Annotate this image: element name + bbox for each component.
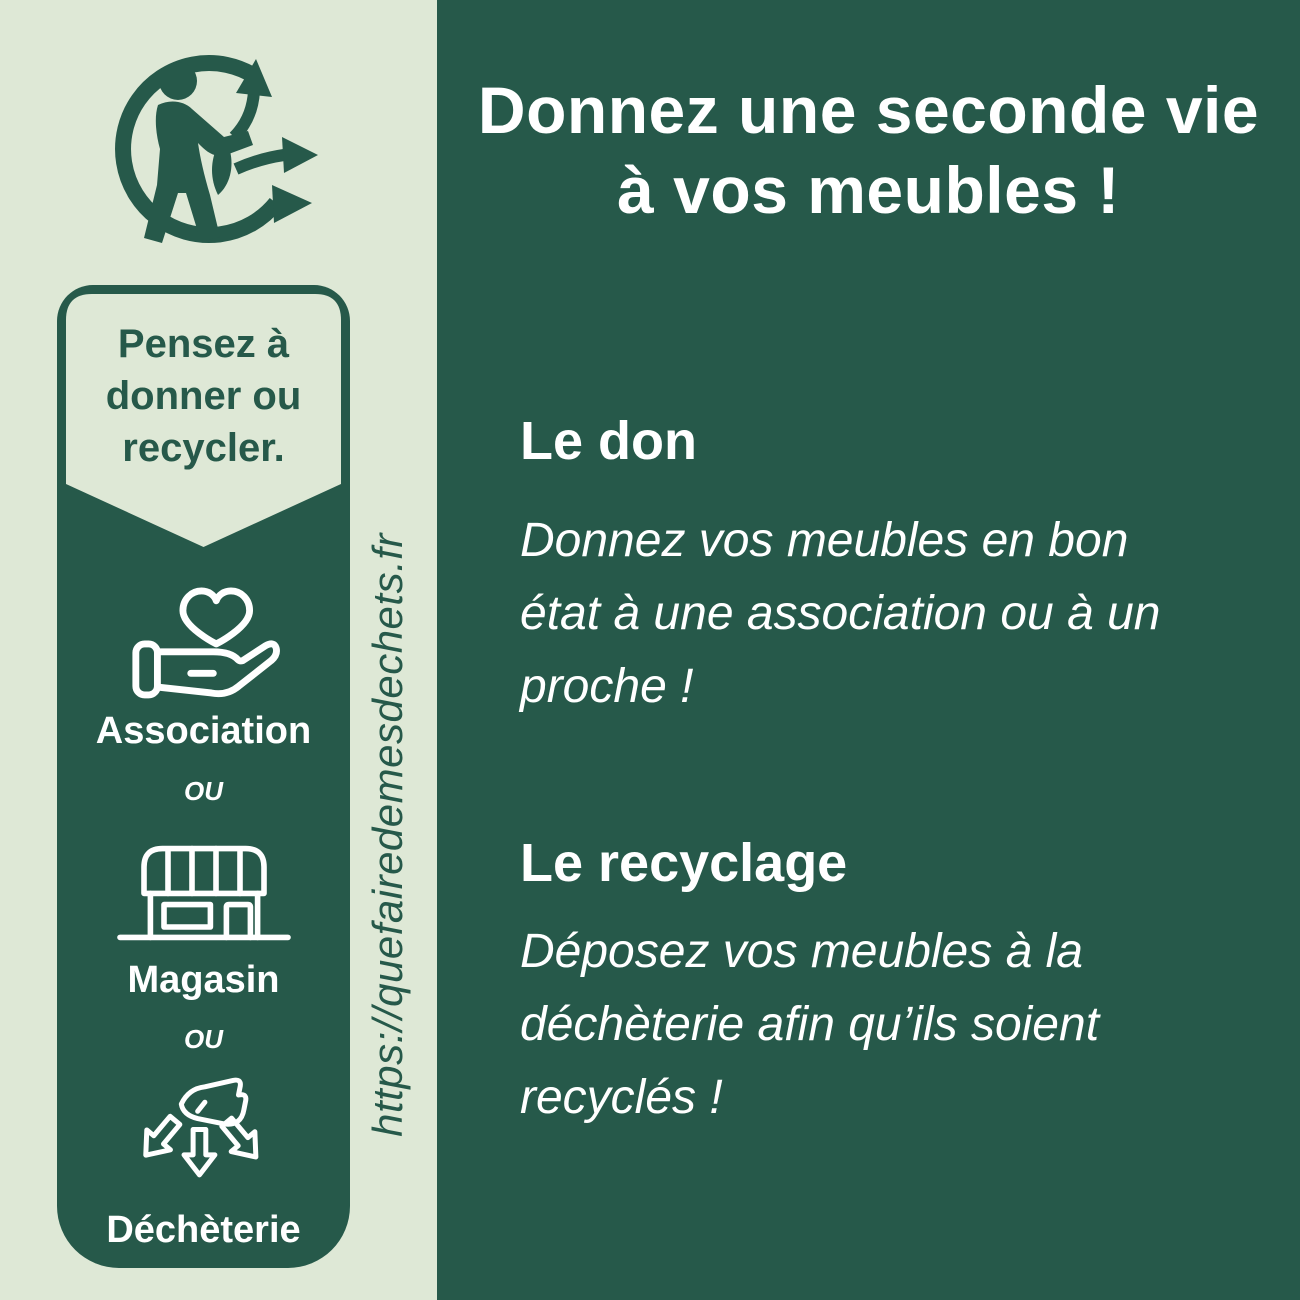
section-heading-recyclage: Le recyclage xyxy=(520,833,848,893)
page-title-line: Donnez une seconde vie xyxy=(477,73,1260,147)
body-line: Donnez vos meubles en bon xyxy=(520,514,1129,567)
banner-title xyxy=(57,318,350,474)
section-heading-don: Le don xyxy=(520,411,697,471)
triman-recycling-icon xyxy=(90,45,320,250)
banner-title-line: Pensez à xyxy=(117,322,290,366)
or-separator: OU xyxy=(184,776,223,806)
body-line: Déposez vos meubles à la xyxy=(520,925,1083,978)
donate-or-recycle-banner xyxy=(57,285,350,1268)
section-body-recyclage xyxy=(520,915,1099,1134)
hand-sorting-arrows-icon xyxy=(143,1075,265,1193)
body-line: état à une association ou à un xyxy=(520,587,1161,640)
banner-title-line: recycler. xyxy=(122,426,285,470)
page-title xyxy=(437,70,1300,230)
or-separator: OU xyxy=(184,1024,223,1054)
website-url: https://quefairedemesdechets.fr xyxy=(364,533,411,1137)
body-line: recyclés ! xyxy=(520,1071,723,1124)
body-line: déchèterie afin qu’ils soient xyxy=(520,998,1100,1051)
banner-item-magasin: Magasin xyxy=(127,959,280,1001)
banner-item-association: Association xyxy=(95,710,312,752)
page-title-line: à vos meubles ! xyxy=(617,153,1120,227)
storefront-icon xyxy=(101,831,306,943)
heart-in-hand-icon xyxy=(128,581,280,701)
section-body-don xyxy=(520,504,1160,723)
banner-title-line: donner ou xyxy=(105,374,302,418)
banner-item-decheterie: Déchèterie xyxy=(106,1209,301,1251)
body-line: proche ! xyxy=(520,660,694,713)
content-panel xyxy=(437,0,1300,1300)
